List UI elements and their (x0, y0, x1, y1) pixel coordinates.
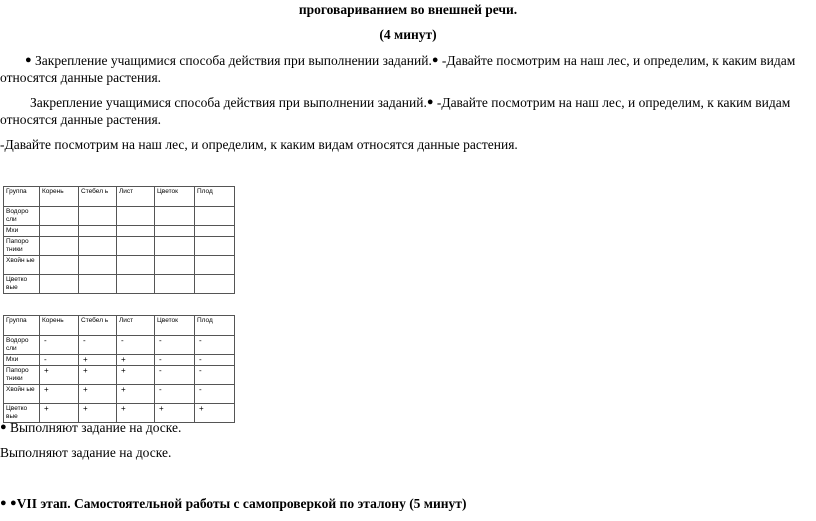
table-cell: - (40, 336, 79, 355)
table-cell: - (117, 336, 155, 355)
table-cell (40, 226, 79, 237)
table-cell (155, 256, 195, 275)
table-row (4, 207, 235, 226)
table-cell: - (79, 336, 117, 355)
table-cell: - (155, 366, 195, 385)
bullet-icon: ● (0, 497, 7, 509)
table-cell (195, 256, 235, 275)
task-line-2: Выполняют задание на доске. (0, 445, 172, 460)
table-row (4, 237, 235, 256)
table-cell: Водоро сли (4, 207, 40, 226)
table-cell: Хвойн ые (4, 256, 40, 275)
table-header-cell: Плод (195, 316, 235, 336)
table-cell (117, 275, 155, 294)
table-cell: + (117, 385, 155, 404)
table-cell (79, 275, 117, 294)
table-header-cell: Корень (40, 187, 79, 207)
table-cell (79, 207, 117, 226)
table-row (4, 256, 235, 275)
table-header-cell: Стебел ь (79, 187, 117, 207)
table-cell (79, 237, 117, 256)
table-cell: + (40, 404, 79, 423)
table-cell: - (195, 366, 235, 385)
table-row (4, 275, 235, 294)
table-cell (155, 226, 195, 237)
table-cell (79, 226, 117, 237)
table-cell: - (195, 336, 235, 355)
bullet-icon: ● (25, 54, 32, 66)
table-header-cell: Группа (4, 187, 40, 207)
table-cell: + (40, 385, 79, 404)
task-line-1 (0, 420, 181, 437)
table-cell (117, 226, 155, 237)
stage-heading-text: VII этап. Самостоятельной работы с самопроверкой по эталону (5 минут) (16, 496, 467, 511)
paragraph-3: -Давайте посмотрим на наш лес, и определим, к каким видам относятся данные растения. (0, 137, 518, 152)
table-cell (40, 256, 79, 275)
table-cell: + (117, 355, 155, 366)
table-cell (195, 226, 235, 237)
table-header-cell: Цветок (155, 187, 195, 207)
paragraph-1-line-1 (25, 53, 795, 70)
paragraph-1-text-b: -Давайте посмотрим на наш лес, и определим, к каким видам (438, 53, 796, 68)
table-cell (155, 207, 195, 226)
table-header-cell: Корень (40, 316, 79, 336)
table-cell: + (117, 366, 155, 385)
table-cell: + (79, 404, 117, 423)
table-cell (40, 207, 79, 226)
table-header-cell: Лист (117, 187, 155, 207)
table-cell: - (195, 355, 235, 366)
table-header-cell: Группа (4, 316, 40, 336)
table-cell (40, 275, 79, 294)
table-cell: - (155, 355, 195, 366)
table-header-row (4, 316, 235, 336)
table-cell (195, 207, 235, 226)
table-cell: Цветко вые (4, 404, 40, 423)
table-cell: Мхи (4, 226, 40, 237)
stage-heading (0, 496, 466, 513)
bullet-icon: ● (431, 54, 439, 66)
bullet-icon: ● (10, 497, 17, 509)
heading-line-2: (4 минут) (379, 27, 437, 42)
table-cell: Папоро тники (4, 237, 40, 256)
table-header-row (4, 187, 235, 207)
table-row (4, 226, 235, 237)
table-row (4, 385, 235, 404)
table-cell (40, 237, 79, 256)
plant-groups-table-filled (3, 315, 235, 423)
bullet-icon: ● (426, 96, 434, 108)
table-cell: + (79, 385, 117, 404)
paragraph-2-text-b: -Давайте посмотрим на наш лес, и определим, к каким видам (433, 95, 791, 110)
table-cell: - (155, 385, 195, 404)
table-cell: - (40, 355, 79, 366)
heading-line-1: проговариванием во внешней речи. (298, 2, 518, 17)
bullet-icon: ● (0, 421, 7, 433)
paragraph-2-text-a: Закрепление учащимися способа действия при выполнении заданий. (30, 95, 427, 110)
table-cell (117, 256, 155, 275)
paragraph-2-line-1 (30, 95, 790, 112)
task-text-1: Выполняют задание на доске. (6, 420, 182, 435)
table-cell: Цветко вые (4, 275, 40, 294)
paragraph-2-line-2: относятся данные растения. (0, 112, 162, 127)
table-cell (79, 256, 117, 275)
table-cell (155, 237, 195, 256)
table-cell: Хвойн ые (4, 385, 40, 404)
table-row (4, 336, 235, 355)
table-header-cell: Цветок (155, 316, 195, 336)
table-cell: Папоро тники (4, 366, 40, 385)
table-header-cell: Плод (195, 187, 235, 207)
table-cell: - (155, 336, 195, 355)
table-cell: - (195, 385, 235, 404)
table-cell (155, 275, 195, 294)
table-cell: Водоро сли (4, 336, 40, 355)
table-cell (117, 237, 155, 256)
table-cell (195, 275, 235, 294)
table-row (4, 366, 235, 385)
table-header-cell: Стебел ь (79, 316, 117, 336)
table-cell: + (79, 366, 117, 385)
table-cell: + (195, 404, 235, 423)
table-cell: + (117, 404, 155, 423)
table-cell: + (155, 404, 195, 423)
table-cell (117, 207, 155, 226)
table-row (4, 355, 235, 366)
table-cell: Мхи (4, 355, 40, 366)
table-cell: + (79, 355, 117, 366)
table-cell: + (40, 366, 79, 385)
paragraph-1-line-2: относятся данные растения. (0, 70, 162, 85)
plant-groups-table-empty (3, 186, 235, 294)
paragraph-1-text-a: Закрепление учащимися способа действия при выполнении заданий. (31, 53, 432, 68)
table-header-cell: Лист (117, 316, 155, 336)
table-cell (195, 237, 235, 256)
